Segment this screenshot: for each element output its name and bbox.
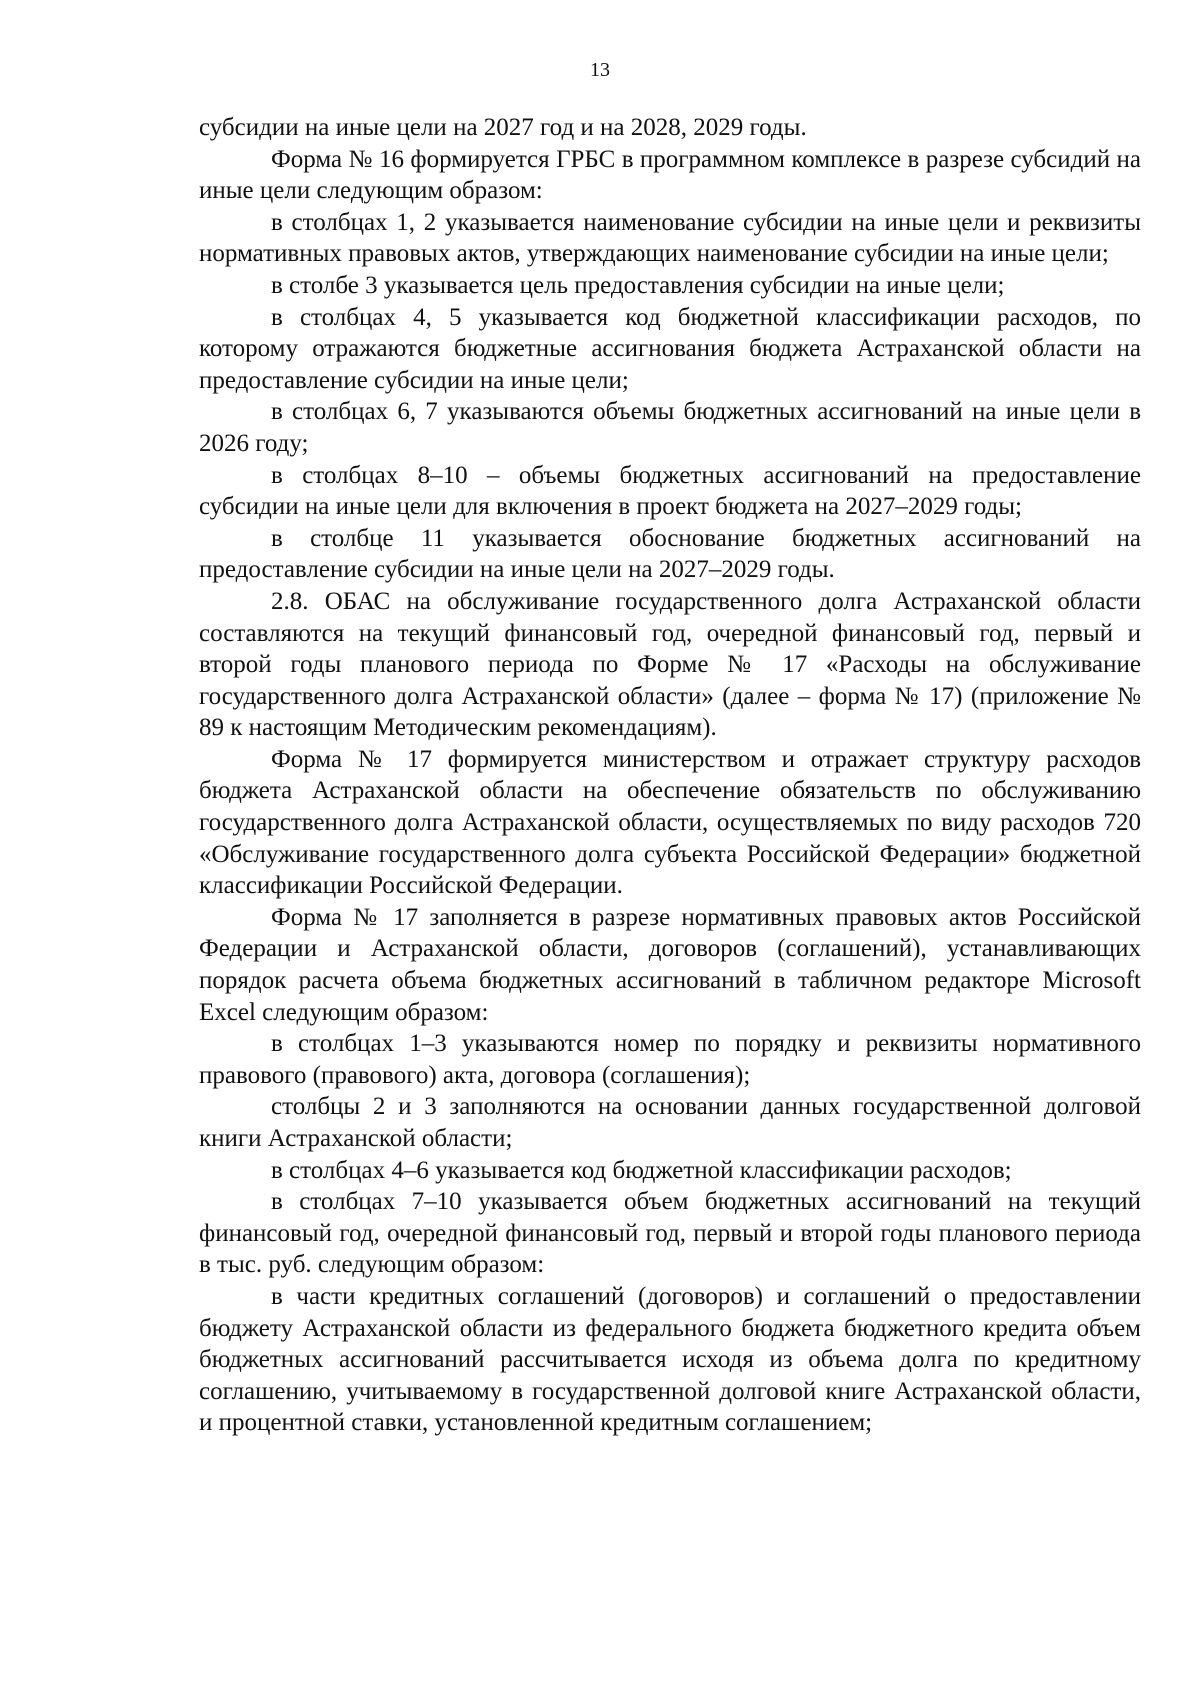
- paragraph: в столбцах 6, 7 указываются объемы бюджетных ассигнований на иные цели в 2026 году;: [199, 398, 1141, 457]
- paragraph: в столбцах 7–10 указывается объем бюджетных ассигнований на текущий финансовый год, очередной финансовый год, первый и второй годы планового периода в тыс. руб. следующим образом:: [199, 1188, 1141, 1279]
- paragraph: в столбцах 1–3 указываются номер по порядку и реквизиты нормативного правового (правового) акта, договора (соглашения);: [199, 1030, 1141, 1089]
- paragraph: Форма № 16 формируется ГРБС в программном комплексе в разрезе субсидий на иные цели следующим образом:: [199, 145, 1141, 205]
- paragraph: в части кредитных соглашений (договоров) и соглашений о предоставлении бюджету Астраханской области из федерального бюджета бюджетного кредита объем бюджетных ассигнований рассчитывается исходя из объема долга по кредитному соглашению, учитываемому в государственной долговой книге Астраханской области, и процентной ставки, установленной кредитным соглашением;: [199, 1282, 1141, 1437]
- paragraph: в столбцах 8–10 – объемы бюджетных ассигнований на предоставление субсидии на иные цели для включения в проект бюджета на 2027–2029 годы;: [199, 461, 1141, 521]
- paragraph: столбцы 2 и 3 заполняются на основании данных государственной долговой книги Астраханской области;: [199, 1093, 1141, 1152]
- paragraph: в столбцах 4–6 указывается код бюджетной классификации расходов;: [271, 1156, 1012, 1184]
- paragraph: в столбцах 4, 5 указывается код бюджетной классификации расходов, по которому отражаются бюджетные ассигнования бюджета Астраханской области на предоставление субсидии на иные цели;: [199, 303, 1141, 394]
- paragraph: Форма № 17 заполняется в разрезе нормативных правовых актов Российской Федерации и Астраханской области, договоров (соглашений), устанавливающих порядок расчета объема бюджетных ассигнований в табличном редакторе Microsoft Excel следующим образом:: [199, 903, 1141, 1026]
- paragraph: 2.8. ОБАС на обслуживание государственного долга Астраханской области составляются на текущий финансовый год, очередной финансовый год, первый и второй годы планового периода по Форме № 17 «Расходы на обслуживание государственного долга Астраханской области» (далее – форма № 17) (приложение № 89 к настоящим Методическим рекомендациям).: [199, 587, 1141, 742]
- paragraph: в столбце 11 указывается обоснование бюджетных ассигнований на предоставление субсидии на иные цели на 2027–2029 годы.: [199, 524, 1141, 584]
- paragraph: в столбе 3 указывается цель предоставления субсидии на иные цели;: [271, 271, 1005, 299]
- document-body: [199, 112, 1141, 1439]
- paragraph: в столбцах 1, 2 указывается наименование субсидии на иные цели и реквизиты нормативных правовых актов, утверждающих наименование субсидии на иные цели;: [199, 208, 1141, 268]
- paragraph: субсидии на иные цели на 2027 год и на 2028, 2029 годы.: [199, 114, 807, 141]
- page-number: 13: [590, 59, 610, 81]
- paragraph: Форма № 17 формируется министерством и отражает структуру расходов бюджета Астраханской области на обеспечение обязательств по обслуживанию государственного долга Астраханской области, осуществляемых по виду расходов 720 «Обслуживание государственного долга субъекта Российской Федерации» бюджетной классификации Российской Федерации.: [199, 745, 1141, 900]
